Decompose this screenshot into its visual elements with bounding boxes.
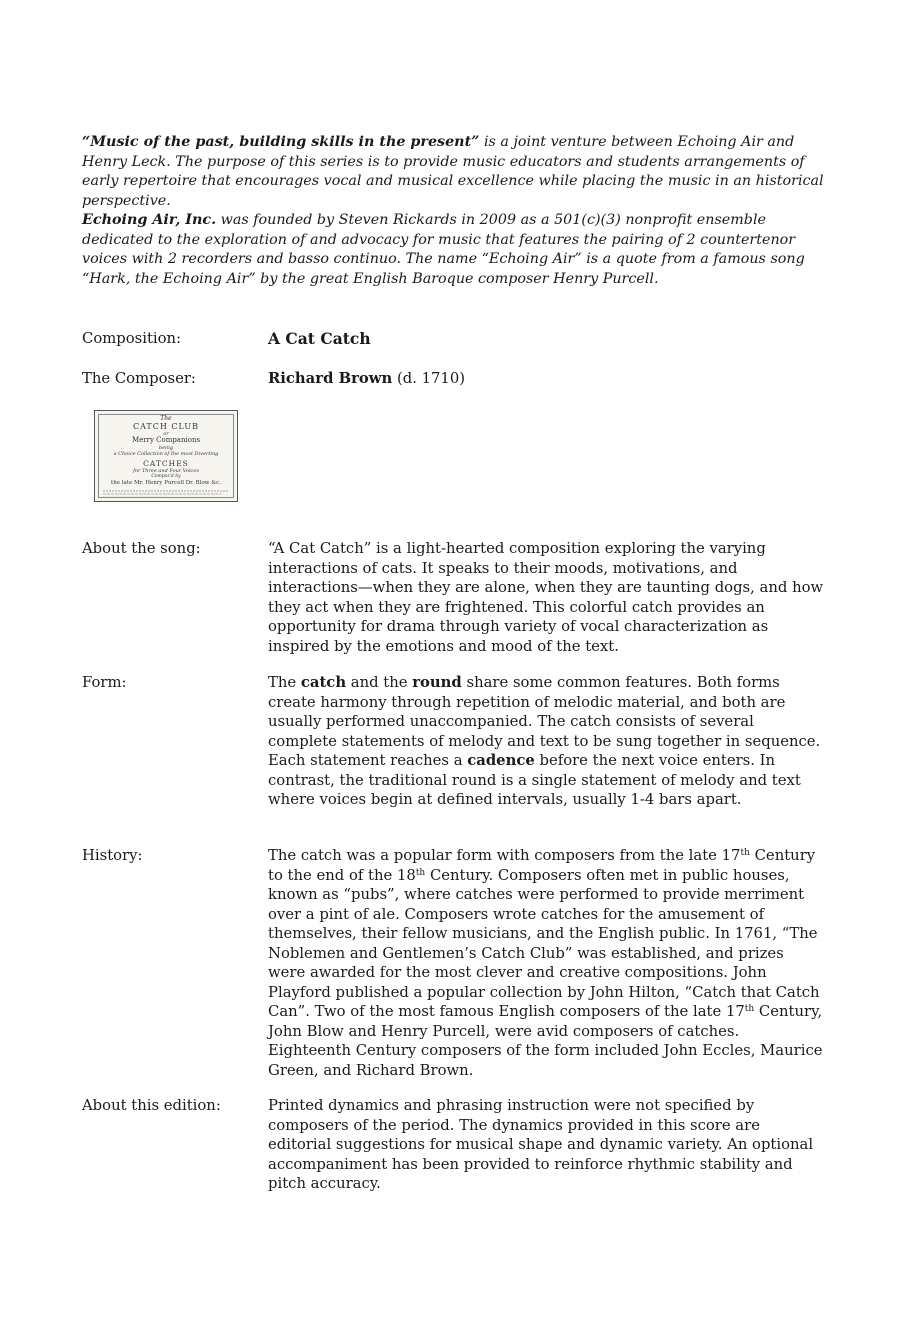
term-cadence: cadence [467, 752, 535, 769]
plate-line: the late Mr. Henry Purcell Dr. Blow &c. [111, 480, 221, 486]
form-text [268, 673, 824, 810]
plate-line: being [158, 445, 174, 451]
about-song-text: “A Cat Catch” is a light-hearted composition exploring the varying interactions of cats. It speaks to their moods, motivations, and interactions—when they are alone, when they are taunting dogs, and how they act when they are frightened. This colorful catch provides an opportunity for drama through variety of vocal characterization as inspired by the emotions and mood of the text. [268, 540, 824, 655]
composer-dates: (d. 1710) [392, 370, 466, 387]
plate-line: The [160, 415, 172, 422]
history-text-part: Century, John Blow and Henry Purcell, were avid composers of catches. Eighteenth Century composers of the form included John Eccles, Maurice Green, and Richard Brown. [268, 1003, 823, 1079]
ordinal-suffix: th [744, 1004, 755, 1014]
ensemble-description: was founded by Steven Rickards in 2009 as a 501(c)(3) nonprofit ensemble dedicated to the exploration of and advocacy for music that features the pairing of 2 countertenor voices with 2 recorders and basso continuo. The name “Echoing Air” is a quote from a famous song “Hark, the Echoing Air” by the great English Baroque composer Henry Purcell. [82, 212, 805, 287]
form-text-part: share some common features. Both forms create harmony through repetition of melodic material, and both are usually performed unaccompanied. The catch consists of several complete statements of melody and text to be sung together in sequence. Each statement reaches a [268, 674, 821, 769]
plate-fine-print [101, 489, 231, 499]
plate-line: a Choice Collection of the most Diverting [113, 451, 219, 457]
series-title: “Music of the past, building skills in the present” [82, 134, 480, 150]
about-song-label: About the song: [82, 540, 201, 557]
plate-line: or [163, 431, 169, 437]
composer-label: The Composer: [82, 370, 196, 387]
composition-label: Composition: [82, 330, 182, 347]
history-text-part: Century. Composers often met in public houses, known as “pubs”, where catches were performed to provide merriment over a pint of ale. Composers wrote catches for the amusement of themselves, their fellow musicians, and the English public. In 1761, “The Noblemen and Gentlemen’s Catch Club” was established, and prizes were awarded for the most clever and creative compositions. John Playford published a popular collection by John Hilton, “Catch that Catch Can”. Two of the most famous English composers of the late 17 [268, 866, 820, 1020]
ensemble-name: Echoing Air, Inc. [82, 212, 217, 228]
plate-line: Compos'd by [151, 474, 181, 479]
edition-label: About this edition: [82, 1097, 221, 1114]
edition-text: Printed dynamics and phrasing instruction were not specified by composers of the period. The dynamics provided in this score are editorial suggestions for musical shape and dynamic variety. An optional accompaniment has been provided to reinforce rhythmic stability and pitch accuracy. [268, 1097, 814, 1192]
term-round: round [412, 674, 462, 691]
intro-paragraph-ensemble [82, 211, 832, 289]
history-text-part: The catch was a popular form with composers from the late 17 [268, 847, 741, 864]
history-label: History: [82, 847, 143, 864]
plate-line: CATCHES [143, 459, 189, 468]
plate-line: CATCH CLUB [132, 422, 200, 431]
plate-line: for Three and Four Voices [133, 468, 199, 474]
ordinal-suffix: th [740, 848, 750, 858]
ordinal-suffix: th [415, 867, 426, 878]
composition-title: A Cat Catch [268, 329, 371, 348]
history-text-part: Century to the end of the 18 [268, 847, 816, 884]
form-text-part: before the next voice enters. In contrast, the traditional round is a single statement of melody and text where voices begin at defined intervals, usually 1-4 bars apart. [268, 752, 801, 808]
catch-club-title-page-image [94, 410, 238, 502]
composer-value [268, 369, 824, 389]
series-description: is a joint venture between Echoing Air and Henry Leck. The purpose of this series is to provide music educators and students arrangements of early repertoire that encourages vocal and musical excellence while placing the music in an historical perspective. [82, 134, 824, 209]
composer-name: Richard Brown [268, 370, 393, 387]
form-text-part: The [268, 674, 301, 691]
plate-line: Merry Companions [131, 436, 201, 444]
term-catch: catch [300, 674, 347, 691]
form-text-part: and the [346, 674, 413, 691]
intro-paragraph-series [82, 133, 832, 211]
form-label: Form: [82, 674, 127, 691]
history-text [268, 846, 824, 1080]
